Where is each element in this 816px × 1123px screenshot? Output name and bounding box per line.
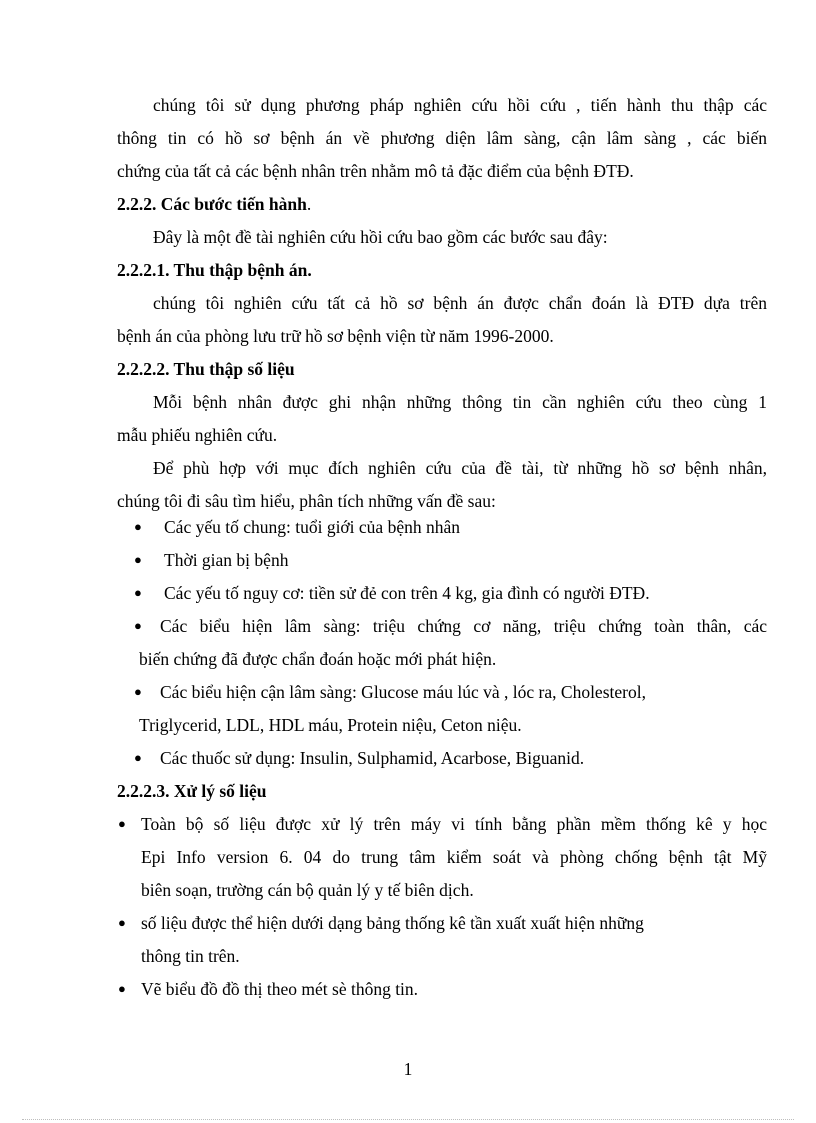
bullet-icon: ● xyxy=(118,816,126,831)
list-item-continuation: Epi Info version 6. 04 do trung tâm kiểm soát và phòng chống bệnh tật Mỹ xyxy=(141,847,767,867)
list-item: số liệu được thể hiện dưới dạng bảng thống kê tần xuất xuất hiện những xyxy=(141,913,644,933)
list-item-continuation: Triglycerid, LDL, HDL máu, Protein niệu, Ceton niệu. xyxy=(139,715,522,735)
page-bottom-divider xyxy=(22,1119,794,1120)
page-number: 1 xyxy=(403,1059,413,1079)
bullet-icon: ● xyxy=(118,915,126,930)
list-item: Vẽ biểu đồ đồ thị theo mét sè thông tin. xyxy=(141,979,419,999)
list-item-continuation: biến chứng đã được chẩn đoán hoặc mới phát hiện. xyxy=(139,649,497,669)
list-item: Các biểu hiện lâm sàng: triệu chứng cơ năng, triệu chứng toàn thân, các xyxy=(160,616,767,636)
bullet-icon: ● xyxy=(134,552,142,567)
list-item: Các yếu tố chung: tuổi giới của bệnh nhân xyxy=(164,517,460,537)
section-2-2-2-2-p2-line-2: chúng tôi đi sâu tìm hiểu, phân tích những vấn đề sau: xyxy=(117,491,496,511)
section-heading-2-2-2-1: 2.2.2.1. Thu thập bệnh án. xyxy=(117,260,312,280)
section-2-2-2-1-line-1: chúng tôi nghiên cứu tất cả hồ sơ bệnh án được chẩn đoán là ĐTĐ dựa trên xyxy=(153,293,767,313)
bullet-icon: ● xyxy=(134,585,142,600)
section-heading-2-2-2 xyxy=(117,193,311,215)
bullet-icon: ● xyxy=(134,618,142,633)
section-2-2-2-text: Đây là một đề tài nghiên cứu hồi cứu bao gồm các bước sau đây: xyxy=(153,227,608,247)
section-heading-period: . xyxy=(306,194,312,214)
list-item: Toàn bộ số liệu được xử lý trên máy vi tính bằng phần mềm thống kê y học xyxy=(141,814,767,834)
section-2-2-2-2-p1-line-1: Mỗi bệnh nhân được ghi nhận những thông tin cần nghiên cứu theo cùng 1 xyxy=(153,392,767,412)
intro-line-3: chứng của tất cả các bệnh nhân trên nhằm mô tả đặc điểm của bệnh ĐTĐ. xyxy=(117,161,634,181)
section-heading-2-2-2-3: 2.2.2.3. Xử lý số liệu xyxy=(117,781,267,801)
bullet-icon: ● xyxy=(134,750,142,765)
bullet-icon: ● xyxy=(134,519,142,534)
section-heading-text: 2.2.2. Các bước tiến hành xyxy=(117,194,307,214)
section-2-2-2-1-line-2: bệnh án của phòng lưu trữ hồ sơ bệnh viện từ năm 1996-2000. xyxy=(117,326,554,346)
list-item-continuation: biên soạn, trường cán bộ quản lý y tế biên dịch. xyxy=(141,880,474,900)
list-item: Các yếu tố nguy cơ: tiền sử đẻ con trên 4 kg, gia đình có người ĐTĐ. xyxy=(164,583,650,603)
list-item: Các biểu hiện cận lâm sàng: Glucose máu lúc và , lóc ra, Cholesterol, xyxy=(160,682,646,702)
bullet-icon: ● xyxy=(134,684,142,699)
intro-line-1: chúng tôi sử dụng phương pháp nghiên cứu hồi cứu , tiến hành thu thập các xyxy=(153,95,767,115)
bullet-icon: ● xyxy=(118,981,126,996)
list-item: Thời gian bị bệnh xyxy=(164,550,289,570)
list-item-continuation: thông tin trên. xyxy=(141,946,240,966)
list-item: Các thuốc sử dụng: Insulin, Sulphamid, Acarbose, Biguanid. xyxy=(160,748,585,768)
section-2-2-2-2-p2-line-1: Để phù hợp với mục đích nghiên cứu của đề tài, từ những hồ sơ bệnh nhân, xyxy=(153,458,767,478)
section-heading-2-2-2-2: 2.2.2.2. Thu thập số liệu xyxy=(117,359,295,379)
section-2-2-2-2-p1-line-2: mẫu phiếu nghiên cứu. xyxy=(117,425,278,445)
intro-line-2: thông tin có hồ sơ bệnh án về phương diện lâm sàng, cận lâm sàng , các biến xyxy=(117,128,767,148)
